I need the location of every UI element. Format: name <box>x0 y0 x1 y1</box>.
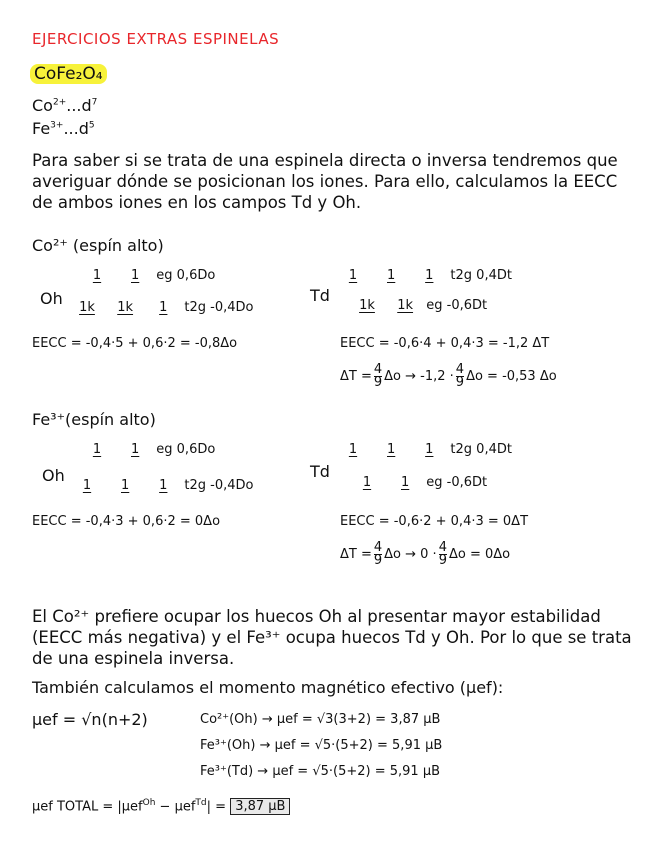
fe-td-label: Td <box>310 462 330 481</box>
fe-td-e-row <box>350 475 487 490</box>
co-oh-label: Oh <box>40 289 63 308</box>
total-mid: − μef <box>155 799 196 815</box>
co-oh-eecc: EECC = -0,4·5 + 0,6·2 = -0,8Δo <box>32 336 238 351</box>
fe-oh-t2g-row <box>70 478 254 493</box>
orbital-label: eg 0,6Do <box>156 268 216 283</box>
compound-formula <box>30 64 107 84</box>
fe-td-t2-row <box>336 442 512 457</box>
orbital-label: t2g -0,4Do <box>184 300 254 315</box>
moment-result-co-oh: Co²⁺(Oh) → μef = √3(3+2) = 3,87 μB <box>200 712 441 727</box>
moment-total <box>32 798 290 814</box>
fe-config <box>32 119 95 138</box>
fe-symbol: Fe <box>32 119 51 138</box>
co-electrons: 7 <box>91 97 98 108</box>
total-end: | = <box>206 799 231 815</box>
fraction <box>456 364 464 389</box>
orbital-label: eg -0,6Dt <box>426 475 488 490</box>
orbital-arrow: 1k <box>79 300 95 315</box>
fraction-numerator: 4 <box>438 540 447 555</box>
fraction-numerator: 4 <box>455 362 465 377</box>
orbital-arrow: 1k <box>359 298 375 313</box>
fraction-denominator: 9 <box>438 553 447 568</box>
orbital-label: eg -0,6Dt <box>426 298 488 313</box>
fe-section-heading: Fe³⁺(espín alto) <box>32 410 156 429</box>
fraction-denominator: 9 <box>373 553 383 568</box>
co-td-delta <box>340 364 557 389</box>
co-symbol: Co <box>32 96 53 115</box>
co-oh-t2g-row <box>70 300 254 315</box>
moment-result-fe-oh: Fe³⁺(Oh) → μef = √5·(5+2) = 5,91 μB <box>200 738 443 753</box>
orbital-label: eg 0,6Do <box>156 442 216 457</box>
fe-oh-label: Oh <box>42 466 65 485</box>
orbital-arrow: 1 <box>425 442 434 457</box>
orbital-arrow: 1 <box>92 268 102 283</box>
orbital-arrow: 1 <box>82 478 92 493</box>
total-sup-td: Td <box>195 798 207 808</box>
orbital-arrow: 1 <box>387 268 396 283</box>
intro-paragraph: Para saber si se trata de una espinela directa o inversa tendremos que averiguar dónde se posicionan los iones. Para ello, calculamos la EECC de ambos iones en los campos Td y Oh. <box>32 151 618 212</box>
orbital-arrow: 1 <box>159 478 168 493</box>
orbital-arrow: 1 <box>131 268 140 283</box>
orbital-arrow: 1 <box>362 475 372 490</box>
delta-text: Δo → 0 · <box>384 547 437 562</box>
fe-td-delta <box>340 542 510 567</box>
co-charge: 2+ <box>52 97 67 108</box>
co-config <box>32 96 97 115</box>
fraction-numerator: 4 <box>373 362 383 377</box>
orbital-arrow: 1 <box>425 268 434 283</box>
co-td-t2-row <box>336 268 512 283</box>
orbital-label: t2g 0,4Dt <box>450 442 512 457</box>
orbital-arrow: 1 <box>348 268 358 283</box>
orbital-label: t2g -0,4Do <box>184 478 254 493</box>
total-value-box: 3,87 μB <box>230 798 290 815</box>
orbital-arrow: 1 <box>159 300 168 315</box>
co-td-e-row <box>350 298 487 313</box>
orbital-arrow: 1 <box>401 475 410 490</box>
fraction-denominator: 9 <box>455 375 465 390</box>
delta-text: Δo → -1,2 · <box>384 369 454 384</box>
orbital-label: t2g 0,4Dt <box>450 268 512 283</box>
delta-text: Δo = -0,53 Δo <box>466 369 557 384</box>
total-sup-oh: Oh <box>142 798 156 808</box>
fe-oh-eecc: EECC = -0,4·3 + 0,6·2 = 0Δo <box>32 514 221 529</box>
orbital-arrow: 1k <box>117 300 134 315</box>
total-label: μef TOTAL = |μef <box>32 799 143 815</box>
co-td-label: Td <box>310 286 330 305</box>
compound-highlight: CoFe₂O₄ <box>30 64 107 84</box>
delta-text: ΔT = <box>340 369 372 384</box>
fe-electrons: 5 <box>88 120 95 131</box>
page-title: EJERCICIOS EXTRAS ESPINELAS <box>32 30 280 48</box>
fe-td-eecc: EECC = -0,6·2 + 0,4·3 = 0ΔT <box>340 514 529 529</box>
fraction <box>374 364 382 389</box>
fe-charge: 3+ <box>50 120 64 131</box>
fraction <box>374 542 382 567</box>
fe-config-text: ...d <box>63 119 89 138</box>
orbital-arrow: 1 <box>121 478 130 493</box>
moment-result-fe-td: Fe³⁺(Td) → μef = √5·(5+2) = 5,91 μB <box>200 764 441 779</box>
co-config-text: ...d <box>66 96 92 115</box>
orbital-arrow: 1 <box>348 442 358 457</box>
co-section-heading: Co²⁺ (espín alto) <box>32 236 164 255</box>
delta-text: ΔT = <box>340 547 372 562</box>
orbital-arrow: 1k <box>397 298 414 313</box>
fraction-denominator: 9 <box>373 375 383 390</box>
fraction-numerator: 4 <box>373 540 383 555</box>
co-oh-eg-row <box>80 268 215 283</box>
orbital-arrow: 1 <box>131 442 140 457</box>
orbital-arrow: 1 <box>387 442 396 457</box>
delta-text: Δo = 0Δo <box>448 547 511 562</box>
fraction <box>439 542 447 567</box>
moment-intro: También calculamos el momento magnético efectivo (μef): <box>32 678 504 697</box>
conclusion-paragraph: El Co²⁺ prefiere ocupar los huecos Oh al presentar mayor estabilidad (EECC más negativa) y el Fe³⁺ ocupa huecos Td y Oh. Por lo que se trata de una espinela inversa. <box>32 607 632 668</box>
moment-formula: μef = √n(n+2) <box>32 710 148 729</box>
fe-oh-eg-row <box>80 442 215 457</box>
orbital-arrow: 1 <box>92 442 102 457</box>
co-td-eecc: EECC = -0,6·4 + 0,4·3 = -1,2 ΔT <box>340 336 550 351</box>
